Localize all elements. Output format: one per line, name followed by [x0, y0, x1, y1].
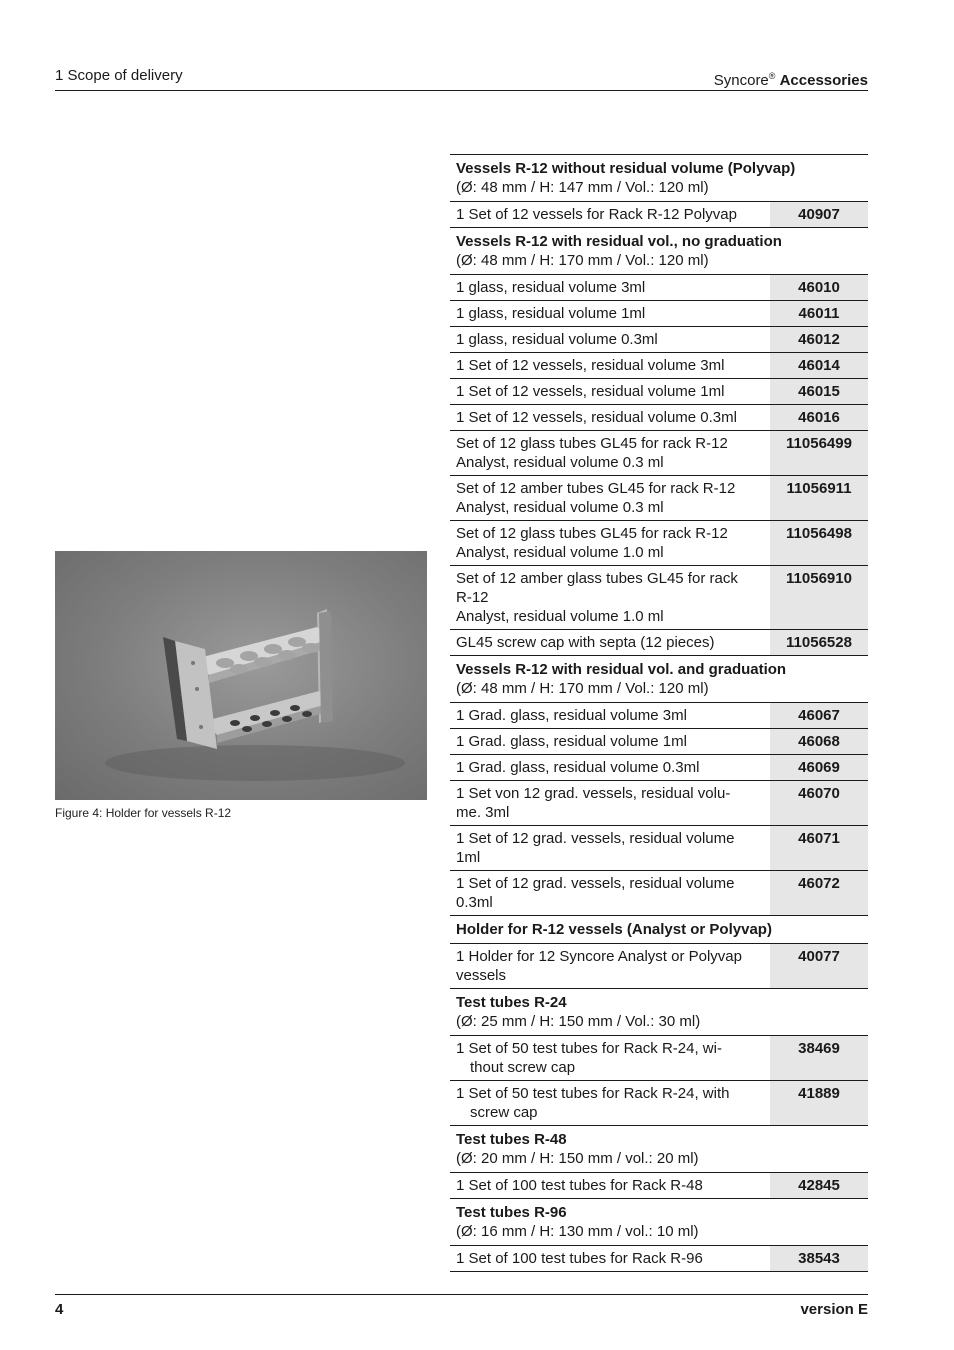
item-description: 1 Grad. glass, residual volume 0.3ml — [456, 759, 700, 776]
item-description-cell — [450, 1036, 770, 1081]
order-number: 11056499 — [770, 431, 868, 476]
section-dimensions: (Ø: 25 mm / H: 150 mm / Vol.: 30 ml) — [456, 1013, 701, 1030]
section-dimensions: (Ø: 48 mm / H: 170 mm / Vol.: 120 ml) — [456, 252, 709, 269]
table-row — [450, 1173, 868, 1199]
section-title: Test tubes R-48 — [456, 1131, 567, 1148]
header-brand-title — [714, 66, 868, 91]
item-description-cell — [450, 781, 770, 826]
section-title: Test tubes R-24 — [456, 994, 567, 1011]
order-number: 46067 — [770, 703, 868, 729]
item-description-cell — [450, 521, 770, 566]
table-row — [450, 405, 868, 431]
table-row — [450, 476, 868, 521]
item-description: 1 glass, residual volume 1ml — [456, 305, 646, 322]
item-description-cell — [450, 1081, 770, 1126]
item-description-cell — [450, 944, 770, 989]
page-footer — [55, 1294, 868, 1318]
section-header — [450, 1199, 868, 1246]
section-header-cell — [450, 989, 868, 1036]
order-number: 46070 — [770, 781, 868, 826]
section-header-cell — [450, 1126, 868, 1173]
section-header — [450, 989, 868, 1036]
item-description-cell — [450, 1173, 770, 1199]
holder-photo — [55, 551, 427, 800]
item-description: GL45 screw cap with septa (12 pieces) — [456, 634, 715, 651]
item-description: 1 Set of 12 vessels, residual volume 3ml — [456, 357, 725, 374]
table-row — [450, 566, 868, 630]
table-row — [450, 826, 868, 871]
table-row — [450, 703, 868, 729]
table-row — [450, 944, 868, 989]
table-row — [450, 327, 868, 353]
section-title: Holder for R-12 vessels (Analyst or Polyvap) — [456, 921, 772, 938]
header-title: Accessories — [779, 72, 868, 89]
table-row — [450, 521, 868, 566]
item-description-cell — [450, 301, 770, 327]
section-title: Vessels R-12 with residual vol., no graduation — [456, 233, 782, 250]
section-dimensions: (Ø: 48 mm / H: 147 mm / Vol.: 120 ml) — [456, 179, 709, 196]
table-row — [450, 275, 868, 301]
holder-rack-image — [55, 551, 427, 800]
order-number: 46011 — [770, 301, 868, 327]
item-description-cell — [450, 202, 770, 228]
item-description: 1 Set of 12 vessels, residual volume 1ml — [456, 383, 725, 400]
item-description: 1 Grad. glass, residual volume 3ml — [456, 707, 687, 724]
item-description-cell — [450, 327, 770, 353]
item-description-cell — [450, 405, 770, 431]
table-row — [450, 755, 868, 781]
section-dimensions: (Ø: 20 mm / H: 150 mm / vol.: 20 ml) — [456, 1150, 699, 1167]
table-row — [450, 1036, 868, 1081]
item-description: Set of 12 amber tubes GL45 for rack R-12 Analyst, residual volume 0.3 ml — [456, 480, 736, 516]
table-row — [450, 630, 868, 656]
registered-mark: ® — [768, 71, 776, 81]
item-description: 1 Set of 50 test tubes for Rack R-24, with screw cap — [456, 1085, 730, 1121]
item-description: 1 Set of 12 grad. vessels, residual volume 1ml — [456, 830, 735, 866]
order-number: 46016 — [770, 405, 868, 431]
figure-caption: Figure 4: Holder for vessels R-12 — [55, 806, 232, 820]
order-number: 11056910 — [770, 566, 868, 630]
section-header — [450, 228, 868, 275]
item-description-cell — [450, 826, 770, 871]
order-number: 46010 — [770, 275, 868, 301]
order-number: 46072 — [770, 871, 868, 916]
section-title: Vessels R-12 without residual volume (Polyvap) — [456, 160, 796, 177]
order-number: 40907 — [770, 202, 868, 228]
order-number: 11056911 — [770, 476, 868, 521]
order-number: 41889 — [770, 1081, 868, 1126]
item-description-cell — [450, 1246, 770, 1272]
item-description-cell — [450, 431, 770, 476]
item-description-cell — [450, 275, 770, 301]
order-number: 46012 — [770, 327, 868, 353]
section-header-cell — [450, 916, 868, 944]
order-number: 46068 — [770, 729, 868, 755]
table-row — [450, 353, 868, 379]
section-header — [450, 656, 868, 703]
item-description-cell — [450, 871, 770, 916]
section-dimensions: (Ø: 16 mm / H: 130 mm / vol.: 10 ml) — [456, 1223, 699, 1240]
item-description: 1 Set of 100 test tubes for Rack R-48 — [456, 1177, 703, 1194]
order-number: 38469 — [770, 1036, 868, 1081]
table-row — [450, 431, 868, 476]
section-title: Vessels R-12 with residual vol. and graduation — [456, 661, 787, 678]
item-description: 1 Set of 100 test tubes for Rack R-96 — [456, 1250, 703, 1267]
page-number: 4 — [55, 1301, 64, 1318]
item-description: 1 Set of 12 vessels, residual volume 0.3ml — [456, 409, 737, 426]
item-description: Set of 12 amber glass tubes GL45 for rack R-12 Analyst, residual volume 1.0 ml — [456, 570, 738, 625]
table-row — [450, 202, 868, 228]
order-number: 42845 — [770, 1173, 868, 1199]
section-header-cell — [450, 228, 868, 275]
item-description: 1 glass, residual volume 0.3ml — [456, 331, 658, 348]
order-number: 11056498 — [770, 521, 868, 566]
item-description: Set of 12 glass tubes GL45 for rack R-12 Analyst, residual volume 0.3 ml — [456, 435, 728, 471]
version-label: version E — [800, 1301, 868, 1318]
order-number: 11056528 — [770, 630, 868, 656]
item-description-cell — [450, 379, 770, 405]
section-title: Test tubes R-96 — [456, 1204, 567, 1221]
table-row — [450, 729, 868, 755]
order-number: 46015 — [770, 379, 868, 405]
item-description: 1 Holder for 12 Syncore Analyst or Polyvap vessels — [456, 948, 742, 984]
header-section: 1 Scope of delivery — [55, 67, 183, 84]
table-row — [450, 301, 868, 327]
section-header — [450, 1126, 868, 1173]
item-description: 1 Set of 50 test tubes for Rack R-24, wi- thout screw cap — [456, 1040, 722, 1076]
section-header — [450, 916, 868, 944]
item-description-cell — [450, 566, 770, 630]
item-description: 1 Set of 12 grad. vessels, residual volume 0.3ml — [456, 875, 735, 911]
item-description-cell — [450, 729, 770, 755]
order-number: 46071 — [770, 826, 868, 871]
item-description: 1 Set von 12 grad. vessels, residual volu- me. 3ml — [456, 785, 731, 821]
order-number: 40077 — [770, 944, 868, 989]
page-header — [55, 64, 868, 91]
table-row — [450, 871, 868, 916]
accessories-table — [450, 154, 868, 1272]
item-description: 1 Grad. glass, residual volume 1ml — [456, 733, 687, 750]
section-header-cell — [450, 656, 868, 703]
item-description: 1 glass, residual volume 3ml — [456, 279, 646, 296]
table-row — [450, 781, 868, 826]
section-dimensions: (Ø: 48 mm / H: 170 mm / Vol.: 120 ml) — [456, 680, 709, 697]
table-row — [450, 1246, 868, 1272]
section-header-cell — [450, 1199, 868, 1246]
order-number: 46014 — [770, 353, 868, 379]
item-description: Set of 12 glass tubes GL45 for rack R-12 Analyst, residual volume 1.0 ml — [456, 525, 728, 561]
item-description-cell — [450, 476, 770, 521]
item-description-cell — [450, 630, 770, 656]
header-brand: Syncore — [713, 72, 769, 89]
section-header-cell — [450, 155, 868, 202]
item-description-cell — [450, 755, 770, 781]
order-number: 46069 — [770, 755, 868, 781]
order-number: 38543 — [770, 1246, 868, 1272]
item-description-cell — [450, 353, 770, 379]
item-description: 1 Set of 12 vessels for Rack R-12 Polyvap — [456, 206, 737, 223]
table-row — [450, 1081, 868, 1126]
table-row — [450, 379, 868, 405]
item-description-cell — [450, 703, 770, 729]
section-header — [450, 155, 868, 202]
